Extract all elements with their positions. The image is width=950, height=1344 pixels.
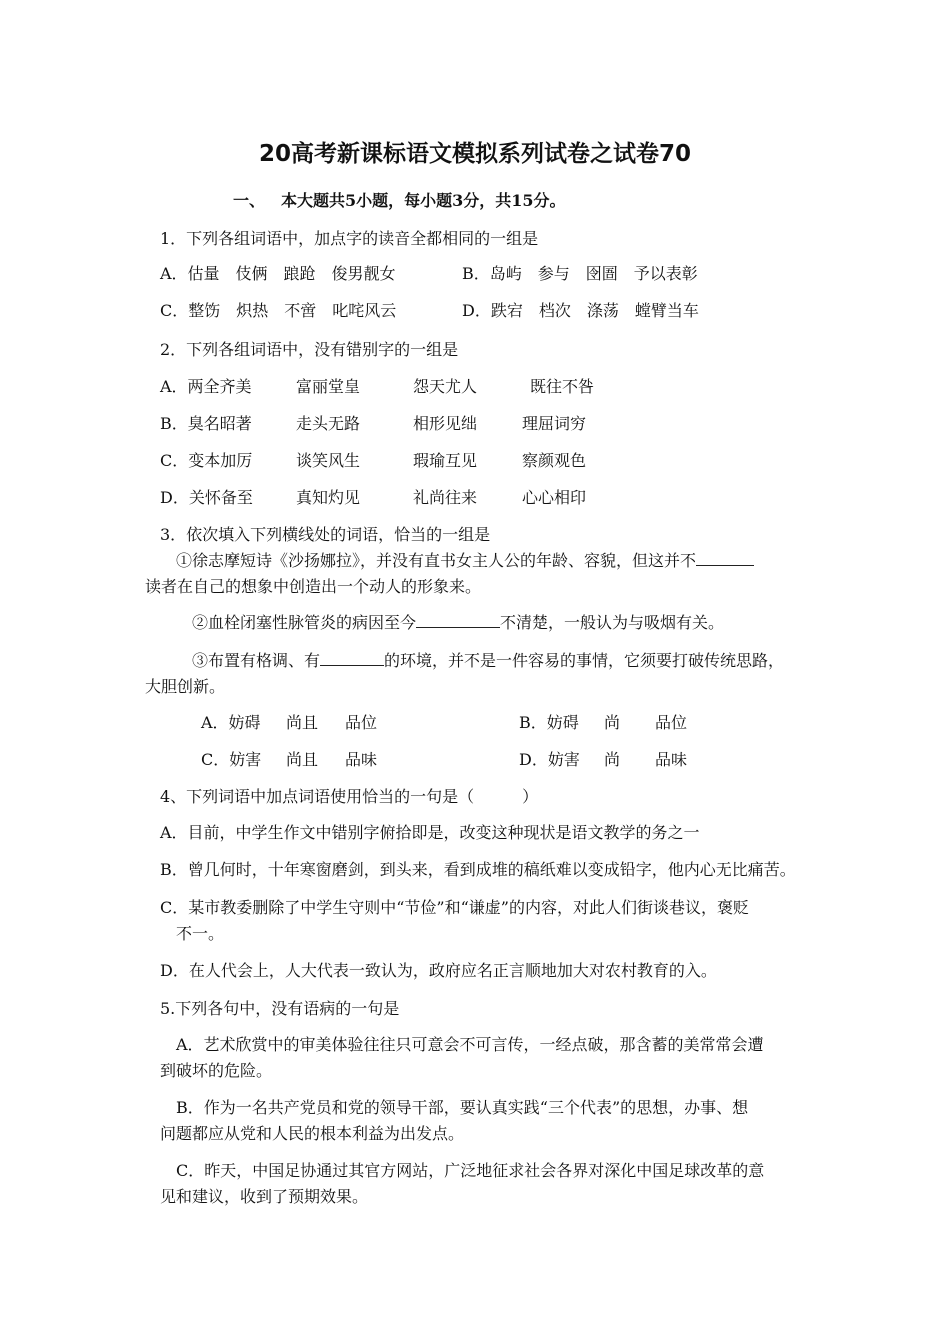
question-4-option-d: D．在人代会上，人大代表一致认为，政府应名正言顺地加大对农村教育的入。 <box>160 961 717 980</box>
question-3-option-d-1: D．妨害 <box>519 750 580 769</box>
question-2-stem: 2．下列各组词语中，没有错别字的一组是 <box>160 340 459 359</box>
question-5-option-c-cont: 见和建议，收到了预期效果。 <box>160 1187 369 1206</box>
question-4-option-c-cont: 不一。 <box>176 924 225 943</box>
question-2-option-b-2: 走头无路 <box>296 414 361 433</box>
question-5-option-b: B．作为一名共产党员和党的领导干部，要认真实践“三个代表”的思想，办事、想 <box>176 1098 749 1117</box>
blank-3 <box>320 651 384 666</box>
question-2-option-d-4: 心心相印 <box>522 488 587 507</box>
question-3-option-a-1: A．妨碍 <box>201 713 261 732</box>
question-3-option-c-3: 品味 <box>345 750 378 769</box>
question-2-option-a-1: A．两全齐美 <box>160 377 252 396</box>
question-2-option-d-2: 真知灼见 <box>296 488 361 507</box>
question-2-option-a-3: 怨天尤人 <box>413 377 478 396</box>
question-3-option-b-2: 尚 <box>604 713 621 732</box>
question-3-option-b-3: 品位 <box>655 713 688 732</box>
question-5-option-a: A．艺术欣赏中的审美体验往往只可意会不可言传，一经点破，那含蓄的美常常会遭 <box>176 1035 764 1054</box>
question-3-sentence-1-cont: 读者在自己的想象中创造出一个动人的形象来。 <box>145 577 482 596</box>
question-4-stem: 4、下列词语中加点词语使用恰当的一句是（ ） <box>160 787 539 806</box>
question-2-option-b-1: B．臭名昭著 <box>160 414 252 433</box>
question-3-option-d-3: 品味 <box>655 750 688 769</box>
question-4-option-b: B．曾几何时，十年寒窗磨剑，到头来，看到成堆的稿纸难以变成铅字，他内心无比痛苦。 <box>160 860 796 879</box>
question-1-option-a: A．估量 伎俩 踉跄 俊男靓女 <box>160 264 396 283</box>
section-number: 一、 <box>233 191 266 210</box>
question-1-stem: 1．下列各组词语中，加点字的读音全都相同的一组是 <box>160 229 539 248</box>
question-2-option-a-4: 既往不咎 <box>530 377 595 396</box>
question-2-option-b-4: 理屈词穷 <box>522 414 587 433</box>
question-3-option-c-2: 尚且 <box>286 750 319 769</box>
question-2-option-c-2: 谈笑风生 <box>296 451 361 470</box>
question-3-sentence-2: ②血栓闭塞性脉管炎的病因至今 不清楚，一般认为与吸烟有关。 <box>192 613 725 632</box>
question-2-option-d-3: 礼尚往来 <box>413 488 478 507</box>
section-heading: 本大题共5小题，每小题3分，共15分。 <box>281 191 566 210</box>
question-3-option-a-2: 尚且 <box>286 713 319 732</box>
question-2-option-b-3: 相形见绌 <box>413 414 478 433</box>
question-3-stem: 3．依次填入下列横线处的词语，恰当的一组是 <box>160 525 491 544</box>
question-4-option-c: C．某市教委删除了中学生守则中“节俭”和“谦虚”的内容，对此人们街谈巷议，褒贬 <box>160 898 749 917</box>
question-3-option-b-1: B．妨碍 <box>519 713 579 732</box>
question-1-option-c: C．整饬 炽热 不啻 叱咤风云 <box>160 301 397 320</box>
question-1-option-b: B．岛屿 参与 囹圄 予以表彰 <box>462 264 698 283</box>
question-5-option-a-cont: 到破坏的危险。 <box>160 1061 273 1080</box>
question-3-option-a-3: 品位 <box>345 713 378 732</box>
question-2-option-c-4: 察颜观色 <box>522 451 587 470</box>
question-2-option-a-2: 富丽堂皇 <box>296 377 361 396</box>
question-1-option-d: D．跌宕 档次 涤荡 螳臂当车 <box>462 301 699 320</box>
question-3-sentence-1: ①徐志摩短诗《沙扬娜拉》，并没有直书女主人公的年龄、容貌，但这并不 <box>176 551 754 571</box>
question-3-sentence-3-cont: 大胆创新。 <box>145 677 226 696</box>
question-3-option-d-2: 尚 <box>604 750 621 769</box>
question-2-option-c-3: 瑕瑜互见 <box>413 451 478 470</box>
blank-2 <box>416 613 500 628</box>
blank-1 <box>696 551 754 566</box>
page-title: 20高考新课标语文模拟系列试卷之试卷70 <box>258 141 691 167</box>
question-5-stem: 5.下列各句中，没有语病的一句是 <box>160 999 400 1018</box>
question-2-option-c-1: C．变本加厉 <box>160 451 253 470</box>
question-4-option-a: A．目前，中学生作文中错别字俯拾即是，改变这种现状是语文教学的务之一 <box>160 823 700 842</box>
question-5-option-c: C．昨天，中国足协通过其官方网站，广泛地征求社会各界对深化中国足球改革的意 <box>176 1161 765 1180</box>
question-3-sentence-3: ③布置有格调、有 的环境，并不是一件容易的事情，它须要打破传统思路， <box>192 651 785 670</box>
question-2-option-d-1: D．关怀备至 <box>160 488 253 507</box>
question-3-option-c-1: C．妨害 <box>201 750 262 769</box>
question-5-option-b-cont: 问题都应从党和人民的根本利益为出发点。 <box>160 1124 465 1143</box>
